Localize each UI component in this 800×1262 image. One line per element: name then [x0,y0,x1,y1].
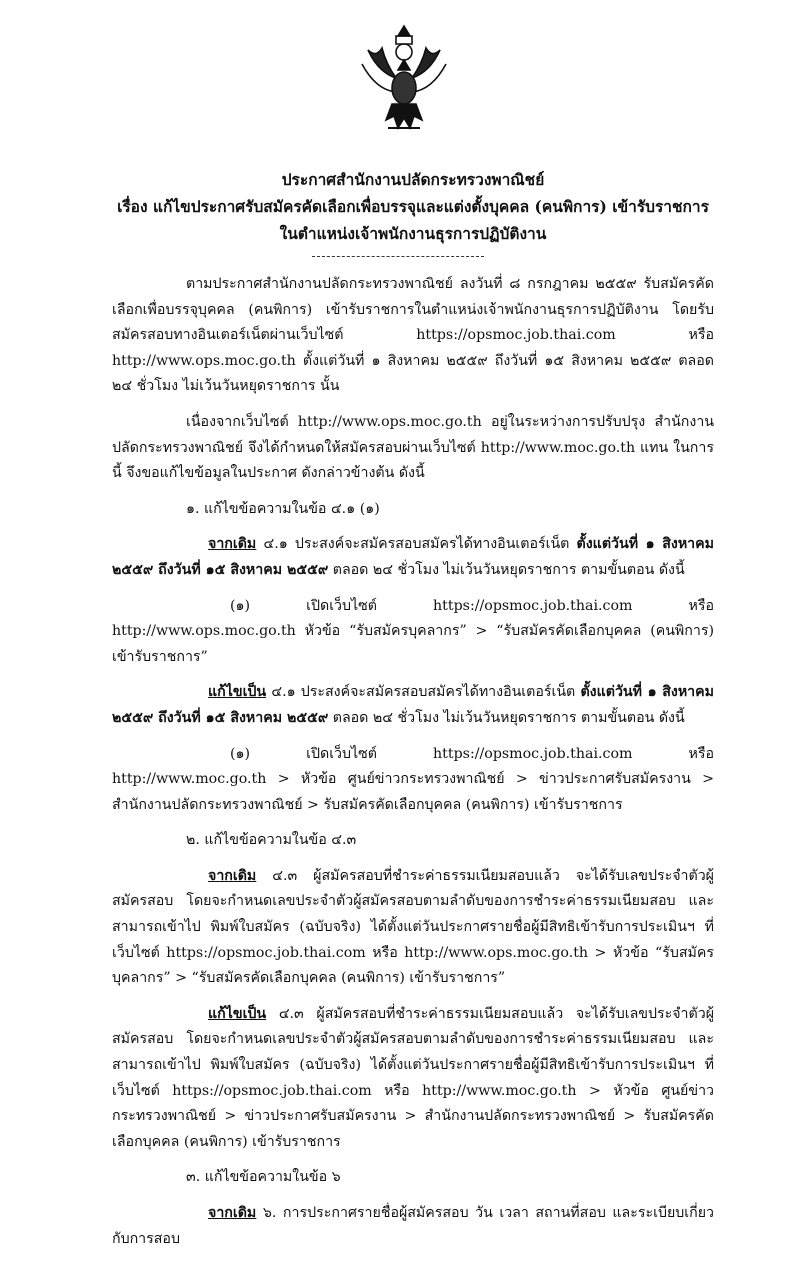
announcement-header [112,166,714,247]
item1-from-bold: ตั้งแต่วันที่ ๑ สิงหาคม ๒๕๕๙ ถึงวันที่ ๑๕ สิงหาคม ๒๕๕๙ [112,536,714,578]
item2-to [112,1002,714,1156]
header-line-1: ประกาศสำนักงานปลัดกระทรวงพาณิชย์ [281,170,545,189]
header-divider [312,256,484,257]
item1-to [112,680,714,731]
item3-from-label: จากเดิม [208,1205,257,1221]
item2-from-text: ๔.๓ ผู้สมัครสอบที่ชำระค่าธรรมเนียมสอบแล้ว จะได้รับเลขประจำตัวผู้สมัครสอบ โดยจะกำหนดเลขประจำตัวผู้สมัครสอบตามลำดับของการชำระค่าธรรมเนียมสอบ และสามารถเข้าไป พิมพ์ใบสมัคร (ฉบับจริง) ได้ตั้งแต่วันประกาศรายชื่อผู้มีสิทธิเข้ารับการประเมินฯ ที่เว็บไซต์ https://opsmoc.job.thai.com หรือ http://www.ops.moc.go.th > หัวข้อ “รับสมัครบุคลากร” > “รับสมัครคัดเลือกบุคคล (คนพิการ) เข้ารับราชการ” [112,867,714,987]
item1-title: ๑. แก้ไขข้อความในข้อ ๔.๑ (๑) [186,500,380,517]
item1-from-text: ๔.๑ ประสงค์จะสมัครสอบสมัครได้ทางอินเตอร์เน็ต [263,536,570,553]
item1-from-step: (๑) เปิดเว็บไซต์ https://opsmoc.job.thai.com หรือ http://www.ops.moc.go.th หัวข้อ “รับสมัครบุคลากร” > “รับสมัครคัดเลือกบุคคล (คนพิการ) เข้ารับราชการ” [112,597,714,665]
item1-from-label: จากเดิม [208,536,257,553]
item1-from [112,532,714,583]
item1-to-text: ๔.๑ ประสงค์จะสมัครสอบสมัครได้ทางอินเตอร์เน็ต [271,684,576,701]
announcement-body [112,272,714,1262]
item3-from [112,1201,714,1252]
item1-to-label: แก้ไขเป็น [208,684,267,701]
header-line-2: เรื่อง แก้ไขประกาศรับสมัครคัดเลือกเพื่อบรรจุและแต่งตั้งบุคคล (คนพิการ) เข้ารับราชการ [117,197,709,216]
reason-paragraph: เนื่องจากเว็บไซต์ http://www.ops.moc.go.th อยู่ในระหว่างการปรับปรุง สำนักงานปลัดกระทรวงพาณิชย์ จึงได้กำหนดให้สมัครสอบผ่านเว็บไซต์ http://www.moc.go.th แทน ในการนี้ จึงขอแก้ไขข้อมูลในประกาศ ดังกล่าวข้างต้น ดังนี้ [112,413,714,482]
item1-from-tail: ตลอด ๒๔ ชั่วโมง ไม่เว้นวันหยุดราชการ ตามขั้นตอน ดังนี้ [332,561,685,578]
item2-to-label: แก้ไขเป็น [208,1005,267,1022]
item2-to-text: ๔.๓ ผู้สมัครสอบที่ชำระค่าธรรมเนียมสอบแล้ว จะได้รับเลขประจำตัวผู้สมัครสอบ โดยจะกำหนดเลขประจำตัวผู้สมัครสอบตามลำดับของการชำระค่าธรรมเนียมสอบ และสามารถเข้าไป พิมพ์ใบสมัคร (ฉบับจริง) ได้ตั้งแต่วันประกาศรายชื่อผู้มีสิทธิเข้ารับการประเมินฯ ที่เว็บไซต์ https://opsmoc.job.thai.com หรือ http://www.moc.go.th > หัวข้อ ศูนย์ข่าวกระทรวงพาณิชย์ > ข่าวประกาศรับสมัครงาน > สำนักงานปลัดกระทรวงพาณิชย์ > รับสมัครคัดเลือกบุคคล (คนพิการ) เข้ารับราชการ [112,1005,715,1150]
item1-to-step: (๑) เปิดเว็บไซต์ https://opsmoc.job.thai.com หรือ http://www.moc.go.th > หัวข้อ ศูนย์ข่าวกระทรวงพาณิชย์ > ข่าวประกาศรับสมัครงาน > สำนักงานปลัดกระทรวงพาณิชย์ > รับสมัครคัดเลือกบุคคล (คนพิการ) เข้ารับราชการ [112,745,714,813]
item3-from-text: ๖. การประกาศรายชื่อผู้สมัครสอบ วัน เวลา สถานที่สอบ และระเบียบเกี่ยวกับการสอบ [112,1205,714,1247]
item2-from [112,864,714,992]
item2-title: ๒. แก้ไขข้อความในข้อ ๔.๓ [186,832,357,849]
intro-paragraph: ตามประกาศสำนักงานปลัดกระทรวงพาณิชย์ ลงวันที่ ๘ กรกฎาคม ๒๕๕๙ รับสมัครคัดเลือกเพื่อบรรจุบุคคล (คนพิการ) เข้ารับราชการในตำแหน่งเจ้าพนักงานธุรการปฏิบัติงาน โดยรับสมัครสอบทางอินเตอร์เน็ตผ่านเว็บไซต์ https://opsmoc.job.thai.com หรือ http://www.ops.moc.go.th ตั้งแต่วันที่ ๑ สิงหาคม ๒๕๕๙ ถึงวันที่ ๑๕ สิงหาคม ๒๕๕๙ ตลอด ๒๔ ชั่วโมง ไม่เว้นวันหยุดราชการ นั้น [112,276,714,395]
item3-title: ๓. แก้ไขข้อความในข้อ ๖ [186,1169,341,1186]
garuda-emblem-icon [358,20,450,138]
item1-to-tail: ตลอด ๒๔ ชั่วโมง ไม่เว้นวันหยุดราชการ ตามขั้นตอน ดังนี้ [332,709,685,726]
item2-from-label: จากเดิม [208,867,257,884]
header-line-3: ในตำแหน่งเจ้าพนักงานธุรการปฏิบัติงาน [279,224,547,243]
item1-to-bold: ตั้งแต่วันที่ ๑ สิงหาคม ๒๕๕๙ ถึงวันที่ ๑๕ สิงหาคม ๒๕๕๙ [112,684,714,726]
